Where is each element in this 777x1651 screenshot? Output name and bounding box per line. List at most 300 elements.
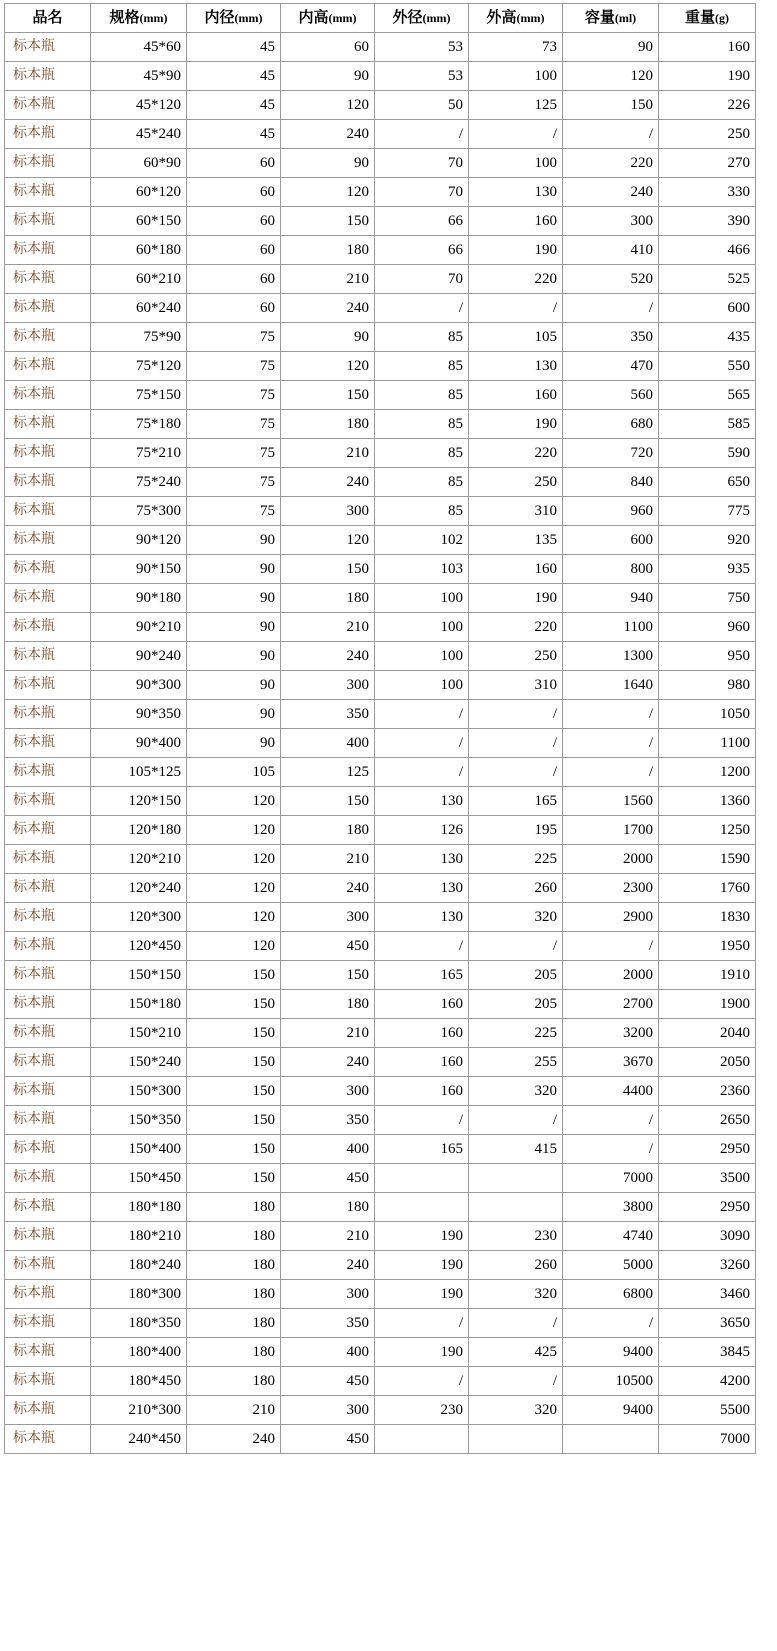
- table-cell: /: [563, 729, 659, 758]
- table-cell: 390: [659, 207, 756, 236]
- table-cell: 225: [469, 845, 563, 874]
- table-cell: 66: [375, 236, 469, 265]
- table-cell: 1300: [563, 642, 659, 671]
- table-cell: /: [375, 1367, 469, 1396]
- table-cell: 300: [281, 1077, 375, 1106]
- table-cell: 70: [375, 265, 469, 294]
- column-header-unit: (mm): [139, 11, 168, 25]
- column-header-6: [563, 4, 659, 33]
- table-cell: 240: [281, 1048, 375, 1077]
- column-header-unit: (mm): [422, 11, 451, 25]
- table-cell: 150*240: [91, 1048, 187, 1077]
- column-header-2: [187, 4, 281, 33]
- table-cell: 600: [659, 294, 756, 323]
- table-cell: 160: [375, 1019, 469, 1048]
- table-cell: 9400: [563, 1396, 659, 1425]
- table-cell: 130: [375, 845, 469, 874]
- table-cell: 240: [563, 178, 659, 207]
- table-cell: 1830: [659, 903, 756, 932]
- table-cell: 45: [187, 120, 281, 149]
- table-cell: 210: [281, 1222, 375, 1251]
- table-cell: 180: [281, 1193, 375, 1222]
- table-cell: 525: [659, 265, 756, 294]
- table-row: [5, 1309, 756, 1338]
- table-cell: 135: [469, 526, 563, 555]
- table-cell: 150: [563, 91, 659, 120]
- table-cell: 180: [187, 1251, 281, 1280]
- table-row: [5, 758, 756, 787]
- table-row: [5, 381, 756, 410]
- table-cell: 150: [187, 1164, 281, 1193]
- table-cell: 90*210: [91, 613, 187, 642]
- table-cell: /: [375, 294, 469, 323]
- table-row: [5, 1367, 756, 1396]
- table-cell: 2300: [563, 874, 659, 903]
- table-cell: 4740: [563, 1222, 659, 1251]
- table-cell: 45*90: [91, 62, 187, 91]
- table-cell: 1590: [659, 845, 756, 874]
- table-cell: 100: [375, 671, 469, 700]
- product-name-cell: 标本瓶: [5, 526, 91, 555]
- product-name-cell: 标本瓶: [5, 1135, 91, 1164]
- table-cell: 950: [659, 642, 756, 671]
- table-cell: 300: [281, 497, 375, 526]
- table-cell: 3845: [659, 1338, 756, 1367]
- table-cell: /: [563, 758, 659, 787]
- product-name-cell: 标本瓶: [5, 323, 91, 352]
- table-cell: 1050: [659, 700, 756, 729]
- table-cell: 350: [281, 1309, 375, 1338]
- table-cell: 130: [469, 178, 563, 207]
- column-header-7: [659, 4, 756, 33]
- table-cell: 450: [281, 1367, 375, 1396]
- table-cell: 560: [563, 381, 659, 410]
- table-cell: /: [469, 700, 563, 729]
- table-cell: 160: [375, 1048, 469, 1077]
- table-cell: 66: [375, 207, 469, 236]
- product-name-cell: 标本瓶: [5, 294, 91, 323]
- column-header-4: [375, 4, 469, 33]
- table-row: [5, 178, 756, 207]
- table-cell: 180*210: [91, 1222, 187, 1251]
- table-cell: [469, 1164, 563, 1193]
- table-cell: /: [563, 294, 659, 323]
- column-header-label: 容量: [584, 10, 615, 26]
- table-row: [5, 613, 756, 642]
- column-header-label: 品名: [32, 10, 63, 26]
- table-cell: 60*120: [91, 178, 187, 207]
- table-cell: 1640: [563, 671, 659, 700]
- table-cell: 150: [281, 555, 375, 584]
- table-row: [5, 62, 756, 91]
- product-name-cell: 标本瓶: [5, 1396, 91, 1425]
- table-cell: 75: [187, 352, 281, 381]
- table-cell: 45*240: [91, 120, 187, 149]
- table-cell: 300: [563, 207, 659, 236]
- product-name-cell: 标本瓶: [5, 439, 91, 468]
- table-cell: 300: [281, 903, 375, 932]
- table-cell: 60*150: [91, 207, 187, 236]
- product-name-cell: 标本瓶: [5, 1193, 91, 1222]
- table-cell: 90: [187, 613, 281, 642]
- table-cell: 180: [281, 990, 375, 1019]
- table-cell: 75*120: [91, 352, 187, 381]
- table-cell: /: [469, 932, 563, 961]
- table-cell: 75: [187, 468, 281, 497]
- table-cell: 190: [375, 1251, 469, 1280]
- table-cell: 260: [469, 1251, 563, 1280]
- table-cell: 85: [375, 468, 469, 497]
- product-name-cell: 标本瓶: [5, 149, 91, 178]
- table-cell: 120: [187, 845, 281, 874]
- table-cell: 960: [563, 497, 659, 526]
- table-cell: 195: [469, 816, 563, 845]
- table-cell: 60*240: [91, 294, 187, 323]
- product-name-cell: 标本瓶: [5, 729, 91, 758]
- table-cell: 180: [187, 1193, 281, 1222]
- table-cell: 190: [469, 410, 563, 439]
- table-cell: 400: [281, 1338, 375, 1367]
- table-cell: 210: [281, 1019, 375, 1048]
- table-cell: 90: [281, 62, 375, 91]
- table-cell: 53: [375, 62, 469, 91]
- table-cell: 320: [469, 1077, 563, 1106]
- table-cell: 310: [469, 671, 563, 700]
- table-cell: 2050: [659, 1048, 756, 1077]
- table-cell: 940: [563, 584, 659, 613]
- table-row: [5, 236, 756, 265]
- table-cell: 180: [187, 1367, 281, 1396]
- table-cell: 585: [659, 410, 756, 439]
- table-cell: 75: [187, 497, 281, 526]
- table-row: [5, 1280, 756, 1309]
- table-row: [5, 1222, 756, 1251]
- table-cell: 240*450: [91, 1425, 187, 1454]
- column-header-label: 外高: [486, 10, 517, 26]
- table-cell: 70: [375, 178, 469, 207]
- table-cell: /: [375, 120, 469, 149]
- table-cell: 103: [375, 555, 469, 584]
- table-cell: 90*400: [91, 729, 187, 758]
- table-row: [5, 932, 756, 961]
- product-name-cell: 标本瓶: [5, 1164, 91, 1193]
- product-name-cell: 标本瓶: [5, 816, 91, 845]
- table-cell: 165: [375, 961, 469, 990]
- table-cell: 70: [375, 149, 469, 178]
- table-cell: 130: [375, 787, 469, 816]
- product-name-cell: 标本瓶: [5, 642, 91, 671]
- table-cell: 210: [281, 845, 375, 874]
- table-cell: 2950: [659, 1135, 756, 1164]
- table-cell: 45*120: [91, 91, 187, 120]
- table-cell: 150: [187, 1048, 281, 1077]
- table-cell: 90*240: [91, 642, 187, 671]
- table-cell: 85: [375, 352, 469, 381]
- table-cell: 1900: [659, 990, 756, 1019]
- table-cell: 60*210: [91, 265, 187, 294]
- table-cell: 150: [281, 207, 375, 236]
- table-body: [5, 33, 756, 1454]
- table-cell: 90*350: [91, 700, 187, 729]
- table-cell: 3670: [563, 1048, 659, 1077]
- table-cell: 75*90: [91, 323, 187, 352]
- table-cell: /: [563, 932, 659, 961]
- table-cell: 800: [563, 555, 659, 584]
- table-cell: 255: [469, 1048, 563, 1077]
- table-cell: 400: [281, 729, 375, 758]
- table-row: [5, 1396, 756, 1425]
- table-cell: 5500: [659, 1396, 756, 1425]
- product-name-cell: 标本瓶: [5, 787, 91, 816]
- table-cell: 180*180: [91, 1193, 187, 1222]
- table-cell: 9400: [563, 1338, 659, 1367]
- product-name-cell: 标本瓶: [5, 671, 91, 700]
- table-cell: 1100: [563, 613, 659, 642]
- table-cell: 650: [659, 468, 756, 497]
- table-cell: 75*210: [91, 439, 187, 468]
- table-cell: 50: [375, 91, 469, 120]
- table-row: [5, 265, 756, 294]
- table-cell: 160: [469, 207, 563, 236]
- table-cell: 45: [187, 91, 281, 120]
- table-cell: 120*450: [91, 932, 187, 961]
- table-cell: 60*180: [91, 236, 187, 265]
- table-cell: /: [469, 1106, 563, 1135]
- table-cell: 205: [469, 990, 563, 1019]
- table-header: [5, 4, 756, 33]
- table-cell: 190: [375, 1280, 469, 1309]
- table-cell: 150*300: [91, 1077, 187, 1106]
- table-row: [5, 816, 756, 845]
- table-cell: 180: [187, 1338, 281, 1367]
- table-cell: 90: [187, 671, 281, 700]
- table-cell: 100: [375, 613, 469, 642]
- table-cell: 400: [281, 1135, 375, 1164]
- table-cell: 350: [281, 700, 375, 729]
- table-cell: 180*240: [91, 1251, 187, 1280]
- table-cell: 85: [375, 497, 469, 526]
- table-cell: 150: [281, 961, 375, 990]
- table-cell: 165: [375, 1135, 469, 1164]
- column-header-label: 重量: [684, 10, 715, 26]
- table-cell: 150: [187, 1135, 281, 1164]
- table-cell: 90*180: [91, 584, 187, 613]
- table-row: [5, 120, 756, 149]
- table-row: [5, 584, 756, 613]
- column-header-unit: (g): [715, 11, 729, 25]
- table-cell: 935: [659, 555, 756, 584]
- table-cell: /: [375, 700, 469, 729]
- table-cell: 150*180: [91, 990, 187, 1019]
- table-cell: 75*180: [91, 410, 187, 439]
- table-cell: 3090: [659, 1222, 756, 1251]
- table-cell: 920: [659, 526, 756, 555]
- table-cell: 75: [187, 410, 281, 439]
- table-cell: /: [375, 758, 469, 787]
- table-row: [5, 1135, 756, 1164]
- table-row: [5, 555, 756, 584]
- table-row: [5, 787, 756, 816]
- table-cell: 225: [469, 1019, 563, 1048]
- table-cell: 150*400: [91, 1135, 187, 1164]
- table-cell: 180*350: [91, 1309, 187, 1338]
- table-cell: 350: [563, 323, 659, 352]
- table-cell: 105: [187, 758, 281, 787]
- table-row: [5, 439, 756, 468]
- table-cell: 466: [659, 236, 756, 265]
- table-cell: /: [375, 1106, 469, 1135]
- column-header-0: [5, 4, 91, 33]
- table-cell: 1700: [563, 816, 659, 845]
- table-cell: 130: [469, 352, 563, 381]
- table-cell: 350: [281, 1106, 375, 1135]
- table-cell: [469, 1193, 563, 1222]
- table-cell: 73: [469, 33, 563, 62]
- product-name-cell: 标本瓶: [5, 758, 91, 787]
- table-cell: 85: [375, 439, 469, 468]
- product-name-cell: 标本瓶: [5, 91, 91, 120]
- table-cell: 180: [281, 816, 375, 845]
- table-cell: 600: [563, 526, 659, 555]
- table-cell: 160: [659, 33, 756, 62]
- table-cell: 90: [563, 33, 659, 62]
- table-row: [5, 526, 756, 555]
- table-cell: 775: [659, 497, 756, 526]
- product-name-cell: 标本瓶: [5, 265, 91, 294]
- table-cell: 180: [281, 584, 375, 613]
- table-cell: 435: [659, 323, 756, 352]
- table-cell: 75*300: [91, 497, 187, 526]
- table-cell: 3460: [659, 1280, 756, 1309]
- table-cell: 60: [187, 207, 281, 236]
- table-cell: 160: [469, 381, 563, 410]
- table-row: [5, 990, 756, 1019]
- table-cell: 7000: [659, 1425, 756, 1454]
- table-cell: 120: [563, 62, 659, 91]
- product-name-cell: 标本瓶: [5, 1019, 91, 1048]
- table-cell: 45: [187, 62, 281, 91]
- table-cell: 240: [187, 1425, 281, 1454]
- table-cell: 60: [187, 149, 281, 178]
- table-cell: 1100: [659, 729, 756, 758]
- table-cell: 150*150: [91, 961, 187, 990]
- table-cell: 160: [375, 1077, 469, 1106]
- table-cell: 90: [187, 642, 281, 671]
- table-cell: 75*150: [91, 381, 187, 410]
- table-cell: 680: [563, 410, 659, 439]
- table-cell: 90: [281, 323, 375, 352]
- table-cell: 130: [375, 903, 469, 932]
- table-cell: /: [469, 120, 563, 149]
- column-header-label: 内高: [298, 10, 329, 26]
- specification-table: [4, 3, 756, 1454]
- product-name-cell: 标本瓶: [5, 961, 91, 990]
- table-cell: 300: [281, 1280, 375, 1309]
- product-name-cell: 标本瓶: [5, 381, 91, 410]
- table-cell: 60: [187, 294, 281, 323]
- table-row: [5, 497, 756, 526]
- product-name-cell: 标本瓶: [5, 584, 91, 613]
- table-cell: 470: [563, 352, 659, 381]
- product-name-cell: 标本瓶: [5, 468, 91, 497]
- table-cell: /: [469, 729, 563, 758]
- table-cell: 3260: [659, 1251, 756, 1280]
- column-header-unit: (mm): [328, 11, 357, 25]
- product-name-cell: 标本瓶: [5, 874, 91, 903]
- table-cell: 330: [659, 178, 756, 207]
- table-row: [5, 874, 756, 903]
- table-row: [5, 91, 756, 120]
- table-row: [5, 1019, 756, 1048]
- table-cell: 6800: [563, 1280, 659, 1309]
- table-cell: 240: [281, 874, 375, 903]
- table-cell: 1910: [659, 961, 756, 990]
- table-cell: 205: [469, 961, 563, 990]
- table-cell: 180: [187, 1280, 281, 1309]
- table-cell: 750: [659, 584, 756, 613]
- product-name-cell: 标本瓶: [5, 1309, 91, 1338]
- table-row: [5, 207, 756, 236]
- table-cell: [375, 1425, 469, 1454]
- table-cell: 226: [659, 91, 756, 120]
- table-cell: 100: [469, 62, 563, 91]
- table-cell: 75: [187, 439, 281, 468]
- table-cell: 410: [563, 236, 659, 265]
- table-cell: 220: [563, 149, 659, 178]
- table-row: [5, 1048, 756, 1077]
- table-cell: 7000: [563, 1164, 659, 1193]
- table-cell: 160: [375, 990, 469, 1019]
- table-cell: 85: [375, 410, 469, 439]
- table-row: [5, 1164, 756, 1193]
- product-name-cell: 标本瓶: [5, 178, 91, 207]
- table-cell: 165: [469, 787, 563, 816]
- header-row: [5, 4, 756, 33]
- table-cell: 980: [659, 671, 756, 700]
- table-cell: 75: [187, 381, 281, 410]
- table-cell: 150: [187, 1077, 281, 1106]
- table-cell: /: [375, 729, 469, 758]
- table-cell: 210: [281, 613, 375, 642]
- table-cell: 120*210: [91, 845, 187, 874]
- table-cell: 160: [469, 555, 563, 584]
- table-cell: 840: [563, 468, 659, 497]
- table-cell: 180: [281, 236, 375, 265]
- table-cell: 1360: [659, 787, 756, 816]
- table-cell: 150: [187, 1019, 281, 1048]
- column-header-unit: (mm): [516, 11, 545, 25]
- table-cell: 210*300: [91, 1396, 187, 1425]
- table-cell: 210: [281, 439, 375, 468]
- table-cell: 150: [281, 787, 375, 816]
- table-row: [5, 1106, 756, 1135]
- table-cell: 240: [281, 1251, 375, 1280]
- table-cell: 85: [375, 381, 469, 410]
- table-cell: /: [469, 1367, 563, 1396]
- table-cell: 130: [375, 874, 469, 903]
- product-name-cell: 标本瓶: [5, 120, 91, 149]
- table-cell: 320: [469, 903, 563, 932]
- table-cell: 100: [375, 642, 469, 671]
- table-row: [5, 323, 756, 352]
- product-name-cell: 标本瓶: [5, 497, 91, 526]
- table-cell: 310: [469, 497, 563, 526]
- table-cell: 190: [375, 1338, 469, 1367]
- product-name-cell: 标本瓶: [5, 1048, 91, 1077]
- table-cell: 450: [281, 932, 375, 961]
- table-cell: 90: [187, 729, 281, 758]
- table-cell: 3650: [659, 1309, 756, 1338]
